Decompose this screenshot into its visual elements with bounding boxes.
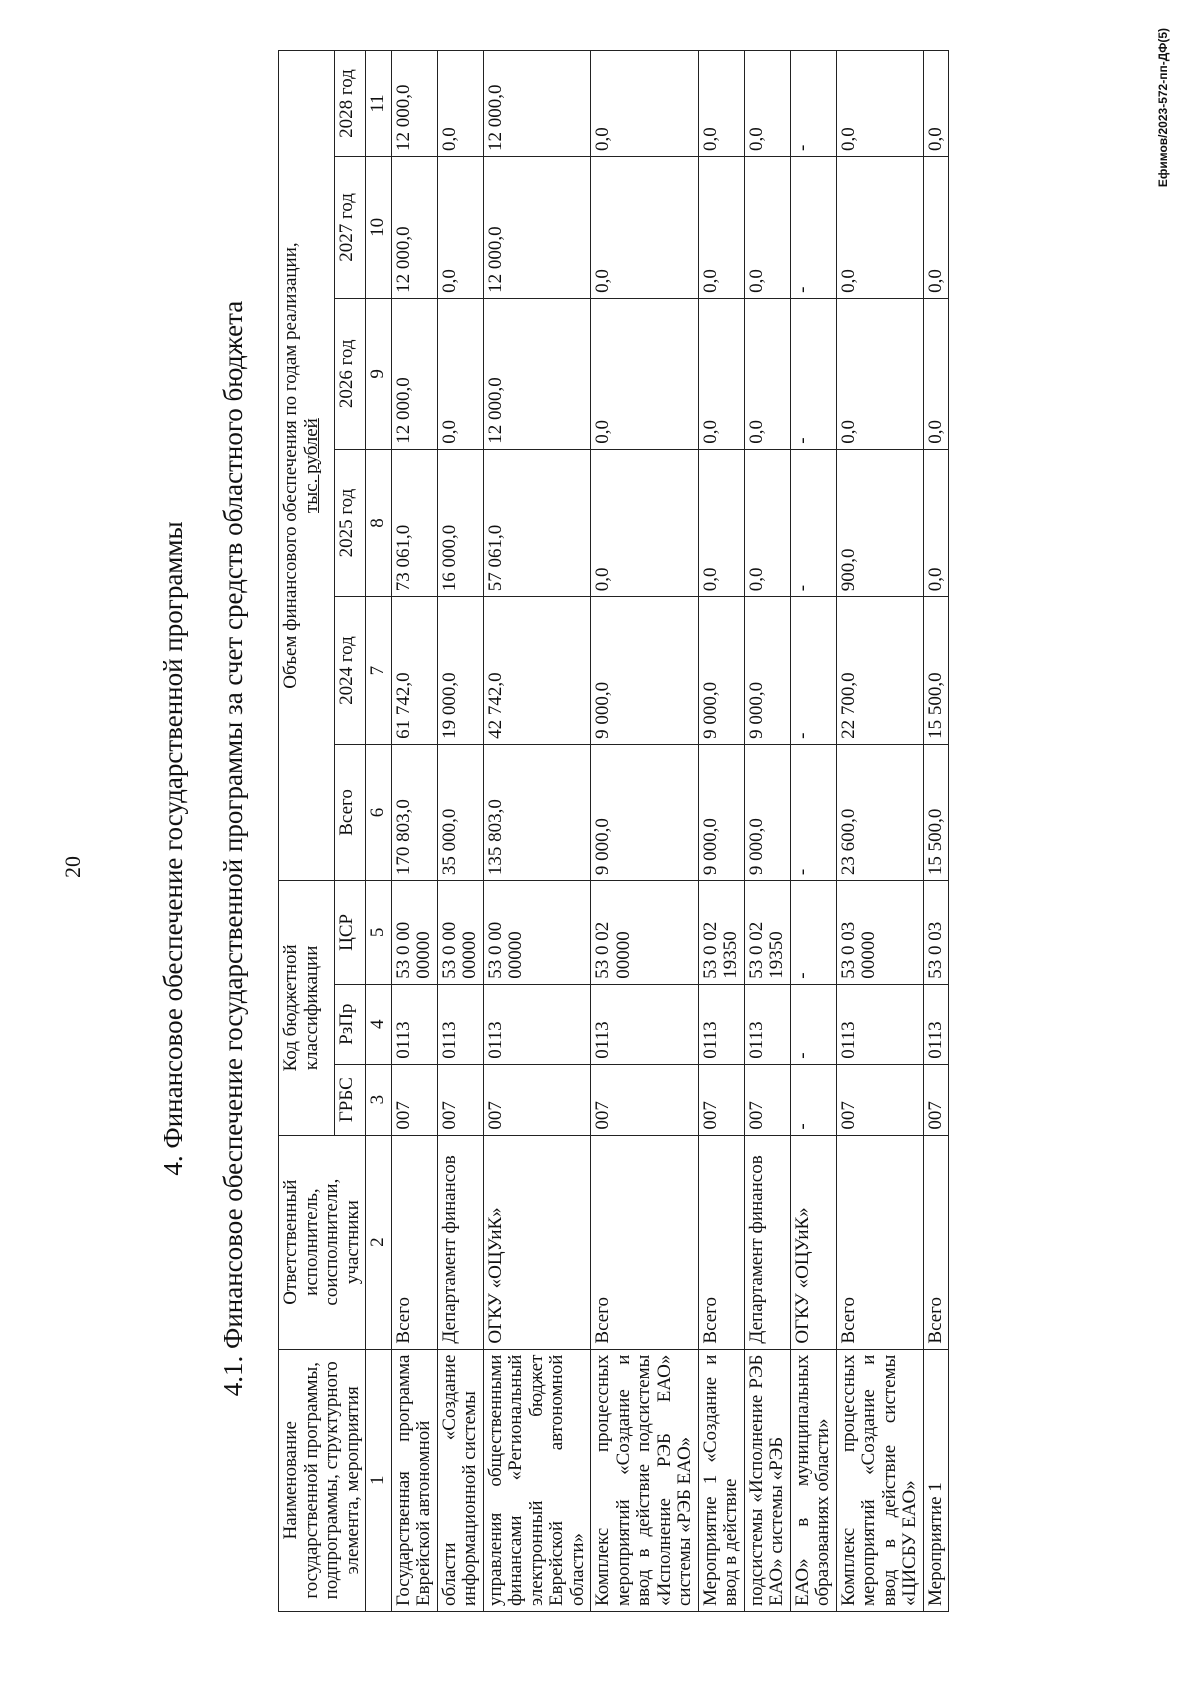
row-rzpr-cell: 0113: [698, 984, 744, 1064]
row-executor-cell: Всего: [391, 1135, 437, 1349]
row-grbs-cell: 007: [437, 1064, 483, 1135]
row-rzpr-cell: 0113: [437, 984, 483, 1064]
row-grbs-cell: 007: [923, 1064, 949, 1135]
header-csr: ЦСР: [335, 881, 366, 985]
row-2024-cell: 42 742,0: [483, 597, 591, 745]
header-name: Наименование государственной программы, подпрограммы, структурного элемента, мероприятия: [279, 1349, 366, 1611]
table-row: [744, 51, 790, 1612]
row-executor-cell: Департамент финансов: [744, 1135, 790, 1349]
row-total-cell: 9 000,0: [591, 744, 699, 880]
row-grbs-cell: 007: [836, 1064, 923, 1135]
row-2027-cell: 12 000,0: [483, 156, 591, 298]
row-executor-cell: Всего: [591, 1135, 699, 1349]
index-cell: 10: [366, 156, 392, 298]
index-cell: 5: [366, 881, 392, 985]
index-cell: 11: [366, 51, 392, 157]
row-2026-cell: 0,0: [836, 298, 923, 449]
row-name-cell: Мероприятие 1: [923, 1349, 949, 1611]
index-cell: 1: [366, 1349, 392, 1611]
row-2026-cell: 0,0: [698, 298, 744, 449]
row-2028-cell: 12 000,0: [391, 51, 437, 157]
row-csr-cell: 53 0 02 00000: [591, 881, 699, 985]
index-cell: 6: [366, 744, 392, 880]
row-total-cell: 9 000,0: [744, 744, 790, 880]
row-total-cell: 23 600,0: [836, 744, 923, 880]
header-volume-label: Объем финансового обеспечения по годам реализации,: [280, 242, 301, 689]
row-2025-cell: 900,0: [836, 449, 923, 597]
column-index-row: [366, 51, 392, 1612]
header-2026: 2026 год: [335, 298, 366, 449]
row-2024-cell: 9 000,0: [698, 597, 744, 745]
header-2025: 2025 год: [335, 449, 366, 597]
row-2025-cell: 0,0: [923, 449, 949, 597]
header-2028: 2028 год: [335, 51, 366, 157]
row-2026-cell: 0,0: [437, 298, 483, 449]
row-2024-cell: 19 000,0: [437, 597, 483, 745]
row-csr-cell: -: [790, 881, 836, 985]
row-rzpr-cell: -: [790, 984, 836, 1064]
row-2024-cell: 9 000,0: [744, 597, 790, 745]
row-grbs-cell: 007: [591, 1064, 699, 1135]
row-2025-cell: 16 000,0: [437, 449, 483, 597]
header-2024: 2024 год: [335, 597, 366, 745]
row-grbs-cell: 007: [744, 1064, 790, 1135]
row-total-cell: -: [790, 744, 836, 880]
row-2027-cell: -: [790, 156, 836, 298]
row-executor-cell: ОГКУ «ОЦУиК»: [483, 1135, 591, 1349]
row-name-cell: управления общественными финансами «Региональный электронный бюджет Еврейской автономной области»: [483, 1349, 591, 1611]
table-row: [391, 51, 437, 1612]
row-2025-cell: 73 061,0: [391, 449, 437, 597]
row-name-cell: ЕАО» в муниципальных образованиях области»: [790, 1349, 836, 1611]
row-2024-cell: 22 700,0: [836, 597, 923, 745]
row-2026-cell: 12 000,0: [391, 298, 437, 449]
row-csr-cell: 53 0 03: [923, 881, 949, 985]
row-2026-cell: 0,0: [923, 298, 949, 449]
row-2026-cell: 0,0: [744, 298, 790, 449]
row-csr-cell: 53 0 03 00000: [836, 881, 923, 985]
row-rzpr-cell: 0113: [483, 984, 591, 1064]
header-rzpr: РзПр: [335, 984, 366, 1064]
table-row: [923, 51, 949, 1612]
header-executor: Ответственный исполнитель, соисполнители, участники: [279, 1135, 366, 1349]
row-2028-cell: 12 000,0: [483, 51, 591, 157]
row-total-cell: 9 000,0: [698, 744, 744, 880]
row-2026-cell: -: [790, 298, 836, 449]
row-total-cell: 35 000,0: [437, 744, 483, 880]
row-2027-cell: 12 000,0: [391, 156, 437, 298]
row-name-cell: Комплекс процессных мероприятий «Создание и ввод в действие подсистемы «Исполнение РЭБ ЕАО» системы «РЭБ ЕАО»: [591, 1349, 699, 1611]
row-grbs-cell: 007: [483, 1064, 591, 1135]
row-2028-cell: 0,0: [744, 51, 790, 157]
row-csr-cell: 53 0 02 19350: [698, 881, 744, 985]
row-2028-cell: 0,0: [437, 51, 483, 157]
section-heading: 4. Финансовое обеспечение государственной программы: [158, 521, 188, 1176]
row-executor-cell: Всего: [836, 1135, 923, 1349]
header-budget-code: Код бюджетной классификации: [279, 881, 335, 1136]
row-csr-cell: 53 0 02 19350: [744, 881, 790, 985]
row-2027-cell: 0,0: [437, 156, 483, 298]
header-volume: [279, 51, 335, 881]
index-cell: 9: [366, 298, 392, 449]
row-2028-cell: 0,0: [698, 51, 744, 157]
row-2025-cell: 0,0: [698, 449, 744, 597]
row-2027-cell: 0,0: [744, 156, 790, 298]
header-grbs: ГРБС: [335, 1064, 366, 1135]
page-number: 20: [60, 856, 85, 878]
row-rzpr-cell: 0113: [391, 984, 437, 1064]
header-volume-unit: тыс. рублей: [300, 418, 322, 513]
header-2027: 2027 год: [335, 156, 366, 298]
document-tag: Ефимов/2023-572-пп-ДФ(5): [1156, 28, 1170, 188]
row-csr-cell: 53 0 00 00000: [483, 881, 591, 985]
index-cell: 3: [366, 1064, 392, 1135]
row-2028-cell: -: [790, 51, 836, 157]
row-grbs-cell: 007: [391, 1064, 437, 1135]
table-row: [483, 51, 591, 1612]
table-row: [698, 51, 744, 1612]
row-name-cell: Государственная программа Еврейской автономной: [391, 1349, 437, 1611]
row-name-cell: Комплекс процессных мероприятий «Создание и ввод в действие системы «ЦИСБУ ЕАО»: [836, 1349, 923, 1611]
row-total-cell: 135 803,0: [483, 744, 591, 880]
table-row: [591, 51, 699, 1612]
row-2028-cell: 0,0: [836, 51, 923, 157]
row-total-cell: 170 803,0: [391, 744, 437, 880]
row-2025-cell: -: [790, 449, 836, 597]
table-row: [836, 51, 923, 1612]
subsection-heading: 4.1. Финансовое обеспечение государственной программы за счет средств областного бюджета: [218, 300, 248, 1397]
row-2027-cell: 0,0: [923, 156, 949, 298]
row-csr-cell: 53 0 00 00000: [437, 881, 483, 985]
row-2027-cell: 0,0: [836, 156, 923, 298]
row-2027-cell: 0,0: [698, 156, 744, 298]
row-csr-cell: 53 0 00 00000: [391, 881, 437, 985]
row-rzpr-cell: 0113: [744, 984, 790, 1064]
index-cell: 8: [366, 449, 392, 597]
row-executor-cell: Всего: [698, 1135, 744, 1349]
row-2026-cell: 12 000,0: [483, 298, 591, 449]
index-cell: 4: [366, 984, 392, 1064]
row-grbs-cell: 007: [698, 1064, 744, 1135]
row-name-cell: подсистемы «Исполнение РЭБ ЕАО» системы «РЭБ: [744, 1349, 790, 1611]
header-total: Всего: [335, 744, 366, 880]
row-2024-cell: 15 500,0: [923, 597, 949, 745]
row-grbs-cell: -: [790, 1064, 836, 1135]
financing-table: [278, 50, 949, 1612]
row-total-cell: 15 500,0: [923, 744, 949, 880]
row-2027-cell: 0,0: [591, 156, 699, 298]
row-2028-cell: 0,0: [923, 51, 949, 157]
row-2026-cell: 0,0: [591, 298, 699, 449]
row-rzpr-cell: 0113: [836, 984, 923, 1064]
row-rzpr-cell: 0113: [923, 984, 949, 1064]
row-2025-cell: 57 061,0: [483, 449, 591, 597]
table-row: [437, 51, 483, 1612]
row-name-cell: Мероприятие 1 «Создание и ввод в действие: [698, 1349, 744, 1611]
index-cell: 2: [366, 1135, 392, 1349]
row-executor-cell: ОГКУ «ОЦУиК»: [790, 1135, 836, 1349]
table-row: [790, 51, 836, 1612]
row-2025-cell: 0,0: [591, 449, 699, 597]
row-executor-cell: Всего: [923, 1135, 949, 1349]
row-name-cell: области «Создание информационной системы: [437, 1349, 483, 1611]
row-2028-cell: 0,0: [591, 51, 699, 157]
row-2024-cell: 61 742,0: [391, 597, 437, 745]
row-2024-cell: -: [790, 597, 836, 745]
row-2024-cell: 9 000,0: [591, 597, 699, 745]
index-cell: 7: [366, 597, 392, 745]
row-rzpr-cell: 0113: [591, 984, 699, 1064]
row-2025-cell: 0,0: [744, 449, 790, 597]
row-executor-cell: Департамент финансов: [437, 1135, 483, 1349]
